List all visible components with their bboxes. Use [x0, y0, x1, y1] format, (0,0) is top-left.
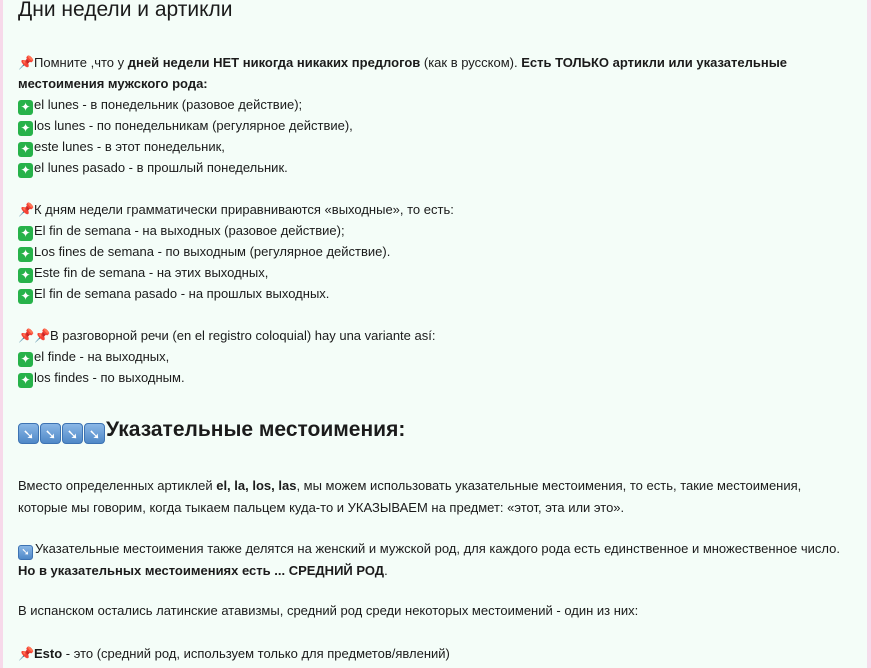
- sparkle-icon: ✦: [18, 142, 33, 157]
- list-item: ✦ Los fines de semana - по выходным (регулярное действие).: [18, 241, 838, 262]
- list-item: ✦ el lunes pasado - в прошлый понедельник.: [18, 157, 838, 178]
- list-item: ✦ los findes - по выходным.: [18, 367, 838, 388]
- weekend-block: [18, 199, 838, 304]
- weekend-lead: 📌К дням недели грамматически приравниваются «выходные», то есть:: [18, 199, 838, 220]
- sparkle-icon: ✦: [18, 163, 33, 178]
- list-item: ✦ El fin de semana pasado - на прошлых выходных.: [18, 283, 838, 304]
- list-item: ✦ Este fin de semana - на этих выходных,: [18, 262, 838, 283]
- list-item: ✦ El fin de semana - на выходных (разовое действие);: [18, 220, 838, 241]
- esto-line: 📌Esto - это (средний род, используем только для предметов/явлений): [18, 643, 838, 664]
- arrow-down-right-icon: ➘: [84, 423, 105, 444]
- sparkle-icon: ✦: [18, 289, 33, 304]
- pushpin-icon: 📌: [18, 55, 35, 70]
- colloquial-lead: 📌📌В разговорной речи (en el registro coloquial) hay una variante así:: [18, 325, 838, 346]
- sparkle-icon: ✦: [18, 373, 33, 388]
- pushpin-icon: 📌: [18, 328, 35, 343]
- demonstratives-paragraph-2: ➘ Указательные местоимения также делятся на женский и мужской род, для каждого рода есть единственное и множественное число. Но в указательных местоимениях есть ... СРЕДНИЙ РОД.: [18, 541, 840, 578]
- page-border-left: [0, 0, 3, 668]
- arrow-down-right-icon: ➘: [18, 423, 39, 444]
- intro-block: [18, 52, 838, 178]
- arrow-down-right-icon: ➘: [40, 423, 61, 444]
- sparkle-icon: ✦: [18, 121, 33, 136]
- pushpin-icon: 📌: [34, 328, 51, 343]
- page-border-right: [867, 0, 871, 668]
- arrow-down-right-icon: ➘: [62, 423, 83, 444]
- intro-paragraph: 📌Помните ,что у дней недели НЕТ никогда никаких предлогов (как в русском). Есть ТОЛЬКО артикли или указательные местоимения мужского рода:: [18, 52, 818, 94]
- demonstratives-paragraph-1: Вместо определенных артиклей el, la, los, las, мы можем использовать указательные местоимения, то есть, такие местоимения, которые мы говорим, когда тыкаем пальцем куда-то и УКАЗЫВАЕМ на предмет: «этот, эта или это».: [18, 478, 802, 515]
- demonstratives-paragraph-3: В испанском остались латинские атавизмы, средний род среди некоторых местоимений - один из них:: [18, 603, 639, 618]
- arrow-down-right-icon: ➘: [18, 545, 33, 560]
- list-item: ✦ el finde - на выходных,: [18, 346, 838, 367]
- section-heading: ➘ ➘ ➘ ➘ Указательные местоимения:: [18, 418, 405, 444]
- pushpin-icon: 📌: [18, 646, 35, 661]
- pushpin-icon: 📌: [18, 202, 35, 217]
- sparkle-icon: ✦: [18, 226, 33, 241]
- sparkle-icon: ✦: [18, 247, 33, 262]
- page-title: Дни недели и артикли: [18, 0, 233, 21]
- sparkle-icon: ✦: [18, 268, 33, 283]
- list-item: ✦ este lunes - в этот понедельник,: [18, 136, 838, 157]
- sparkle-icon: ✦: [18, 352, 33, 367]
- colloquial-block: [18, 325, 838, 388]
- list-item: ✦ los lunes - по понедельникам (регулярное действие),: [18, 115, 838, 136]
- sparkle-icon: ✦: [18, 100, 33, 115]
- list-item: ✦ el lunes - в понедельник (разовое действие);: [18, 94, 838, 115]
